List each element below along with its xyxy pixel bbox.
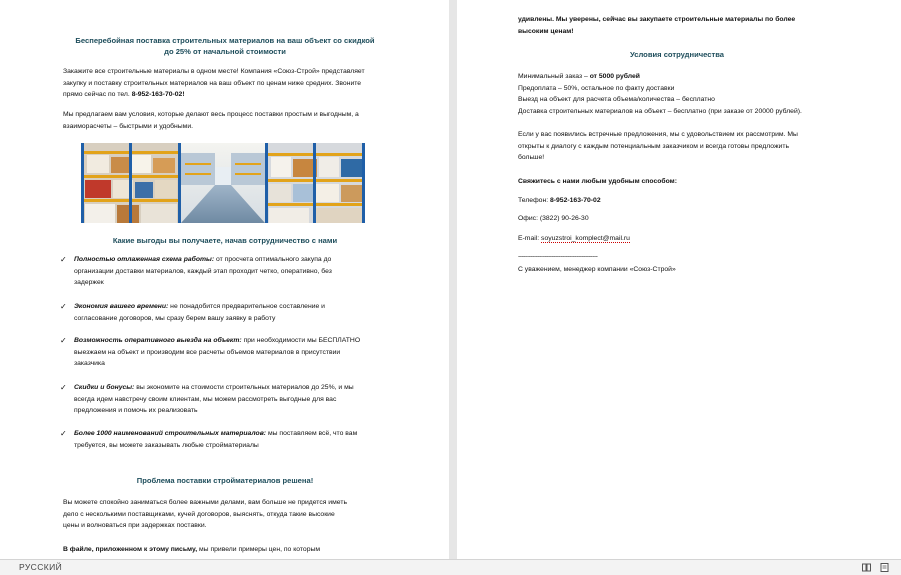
intro-phone: 8-952-163-70-02! [131,91,185,99]
problem-line: Вы можете спокойно заниматься более важными делами, вам больше не придется иметь [63,499,347,506]
intro-line [63,89,384,101]
terms-list [518,71,848,117]
benefit-line-text: мы поставляем всё, что вам [266,430,358,437]
office-line [518,213,838,225]
benefits-heading: Какие выгоды вы получаете, начав сотрудничество с нами [112,236,338,245]
benefit-title: Более 1000 наименований строительных материалов: [74,430,267,437]
terms-line: Предоплата – 50%, остальное по факту доставки [518,84,675,92]
benefit-line-text: вы экономите на стоимости строительных материалов до 25%, и мы [134,384,354,391]
problem-line: дело с несколькими поставщиками, кучей договоров, выяснять, откуда такие высокие [63,510,335,518]
title-line-2: до 25% от начальной стоимости [164,47,286,56]
counter-line: открыты к диалогу с каждым потенциальным заказчиком и всегда готовы предложить [518,142,789,150]
terms-line [518,71,848,83]
benefit-line: всегда идем навстречу своим клиентам, мы можем рассмотреть выгодные для вас [74,395,337,403]
benefit-title: Возможность оперативного выезда на объект: [74,337,242,344]
benefit-title: Скидки и бонусы: [74,384,135,391]
office-value: (3822) 90-26-30 [539,215,589,222]
benefit-text [74,301,382,324]
benefit-line: выезжаем на объект и производим все расчеты объемов материалов в присутствии [74,348,341,356]
divider-line: --------------------------------------------- [518,253,598,260]
offer-paragraph [63,109,384,132]
terms-line: Выезд на объект для расчета объема/количества – бесплатно [518,96,715,104]
contact-heading: Свяжитесь с нами любым удобным способом: [518,178,677,185]
email-label: E-mail: [518,235,542,242]
phone-label: Телефон: [518,197,550,204]
problem-line: цены и волноваться при задержках поставки. [63,522,207,530]
attachment-line [63,544,384,556]
title-line-1: Бесперебойная поставка строительных материалов на ваш объект со скидкой [75,36,375,45]
carry-paragraph [518,14,838,37]
problem-paragraph [63,497,384,532]
intro-prefix: прямо сейчас по тел. [63,91,132,99]
language-indicator[interactable]: РУССКИЙ [19,562,63,572]
status-bar [0,559,901,575]
benefit-text [74,254,382,289]
benefit-line [74,382,382,394]
attachment-paragraph [63,544,384,556]
benefit-line: организации доставки материалов, каждый этап проходит четко, оперативно, без [74,267,332,275]
checkmark-icon: ✓ [60,255,67,264]
intro-line: Закажите все строительные материалы в одном месте! Компания «Союз-Строй» представляет [63,68,365,75]
terms-line: Доставка строительных материалов на объект – бесплатно (при заказе от 20000 рублей). [518,107,802,115]
signature: С уважением, менеджер компании «Союз-Строй» [518,266,676,273]
benefit-line-text: не понадобится предварительное составление и [168,303,325,310]
checkmark-icon: ✓ [60,302,67,311]
benefit-text [74,335,382,370]
office-label: Офис: [518,215,540,222]
checkmark-icon: ✓ [60,383,67,392]
warehouse-illustration [81,143,365,223]
print-layout-icon[interactable] [880,563,889,572]
benefit-line [74,428,382,440]
benefit-text [74,382,382,417]
benefit-line [74,301,382,313]
page-gap [449,0,457,559]
benefit-title: Экономия вашего времени: [74,303,169,310]
email-line [518,233,838,245]
offer-line: Мы предлагаем вам условия, которые делают весь процесс поставки простым и выгодным, а [63,111,359,118]
document-page-2 [457,0,901,559]
checkmark-icon: ✓ [60,336,67,345]
min-order-label: Минимальный заказ – [518,73,590,80]
counter-line: Если у вас появились встречные предложения, мы с удовольствием их рассмотрим. Мы [518,131,798,138]
phone-value: 8-952-163-70-02 [549,197,601,204]
offer-line: взаиморасчеты – быстрыми и удобными. [63,122,194,130]
benefit-line: согласование договоров, мы сразу берем вашу заявку в работу [74,314,276,322]
benefit-line: требуется, вы можете заказывать любые стройматериалы [74,441,259,449]
benefit-title: Полностью отлаженная схема работы: [74,256,215,263]
attachment-rest: мы привели примеры цен, по которым [197,546,321,553]
attachment-bold: В файле, приложенном к этому письму, [63,546,198,553]
counter-paragraph [518,129,838,164]
benefit-line: предложения и помочь их реализовать [74,407,198,415]
benefit-line [74,254,382,266]
problem-heading: Проблема поставки стройматериалов решена! [136,476,314,485]
benefit-line-text: от просчета оптимального закупа до [214,256,332,263]
email-link[interactable]: soyuzstroi_komplect@mail.ru [541,235,630,242]
intro-line: закупку и поставку строительных материалов на ваш объект по ценам ниже средних. Звоните [63,79,362,87]
benefit-line [74,335,382,347]
document-page-1 [0,0,449,559]
benefit-text [74,428,382,451]
checkmark-icon: ✓ [60,429,67,438]
carry-line: высоким ценам! [518,27,574,35]
benefit-line: задержек [74,279,104,287]
carry-line: удивлены. Мы уверены, сейчас вы закупаете строительные материалы по более [518,16,796,23]
benefit-line-text: при необходимости мы БЕСПЛАТНО [241,337,361,344]
intro-paragraph [63,66,384,101]
warehouse-image [81,143,365,223]
page-title [40,35,410,57]
terms-heading: Условия сотрудничества [629,50,724,59]
read-mode-icon[interactable] [862,563,871,572]
phone-line [518,195,838,207]
counter-line: больше! [518,154,545,162]
benefit-line: заказчика [74,360,105,368]
min-order-value: от 5000 рублей [589,73,640,80]
